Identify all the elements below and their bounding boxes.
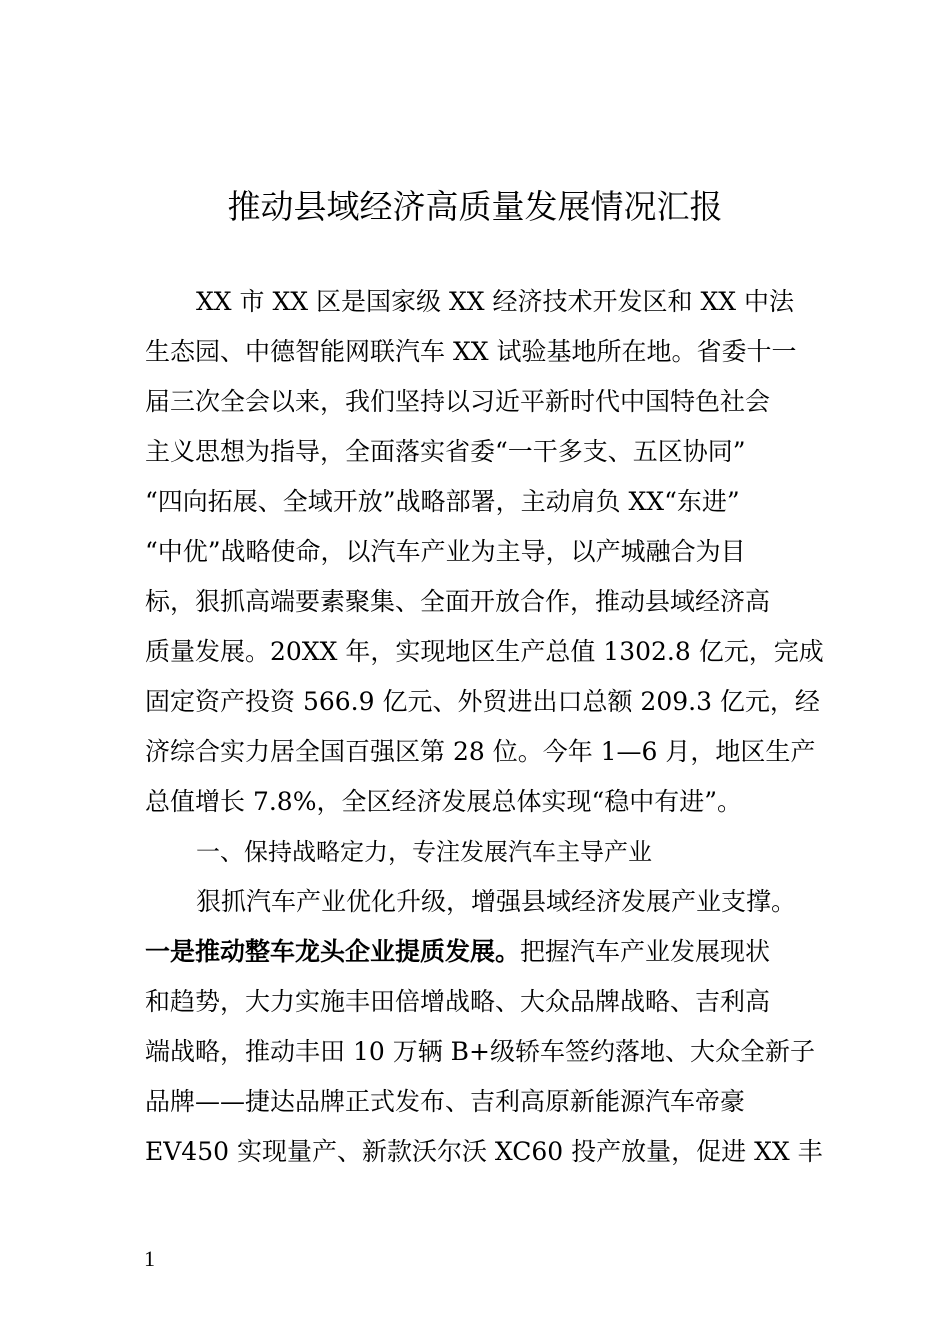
document-title: 推动县域经济高质量发展情况汇报 [227, 187, 723, 226]
intro-line: 质量发展。20XX 年，实现地区生产总值 1302.8 亿元，完成 [145, 637, 824, 666]
bold-lead-text: 一是推动整车龙头企业提质发展。 [145, 937, 521, 966]
bold-lead-line [145, 933, 770, 971]
intro-line: XX 市 XX 区是国家级 XX 经济技术开发区和 XX 中法 [196, 287, 795, 316]
intro-line: 标，狠抓高端要素聚集、全面开放合作，推动县域经济高 [145, 587, 771, 616]
body-line: 端战略，推动丰田 10 万辆 B+级轿车签约落地、大众全新子 [145, 1037, 815, 1066]
intro-line: 总值增长 7.8%，全区经济发展总体实现“稳中有进”。 [145, 787, 743, 816]
intro-line: “中优”战略使命，以汽车产业为主导，以产城融合为目 [145, 537, 746, 566]
intro-line: 生态园、中德智能网联汽车 XX 试验基地所在地。省委十一 [145, 337, 797, 366]
intro-line: 主义思想为指导，全面落实省委“一干多支、五区协同” [145, 437, 746, 466]
section-intro: 狠抓汽车产业优化升级，增强县域经济发展产业支撑。 [196, 887, 797, 916]
body-line: 和趋势，大力实施丰田倍增战略、大众品牌战略、吉利高 [145, 987, 771, 1016]
intro-line: 固定资产投资 566.9 亿元、外贸进出口总额 209.3 亿元，经 [145, 687, 820, 716]
section-heading: 一、保持战略定力，专注发展汽车主导产业 [196, 838, 652, 866]
body-line: EV450 实现量产、新款沃尔沃 XC60 投产放量，促进 XX 丰 [145, 1137, 823, 1166]
intro-line: 济综合实力居全国百强区第 28 位。今年 1—6 月，地区生产 [145, 737, 816, 766]
body-line: 品牌——捷达品牌正式发布、吉利高原新能源汽车帝豪 [145, 1087, 746, 1116]
page-number: 1 [144, 1246, 155, 1271]
bold-line-rest: 把握汽车产业发展现状 [520, 937, 771, 966]
intro-line: “四向拓展、全域开放”战略部署，主动肩负 XX“东进” [145, 487, 740, 516]
intro-line: 届三次全会以来，我们坚持以习近平新时代中国特色社会 [145, 387, 771, 416]
